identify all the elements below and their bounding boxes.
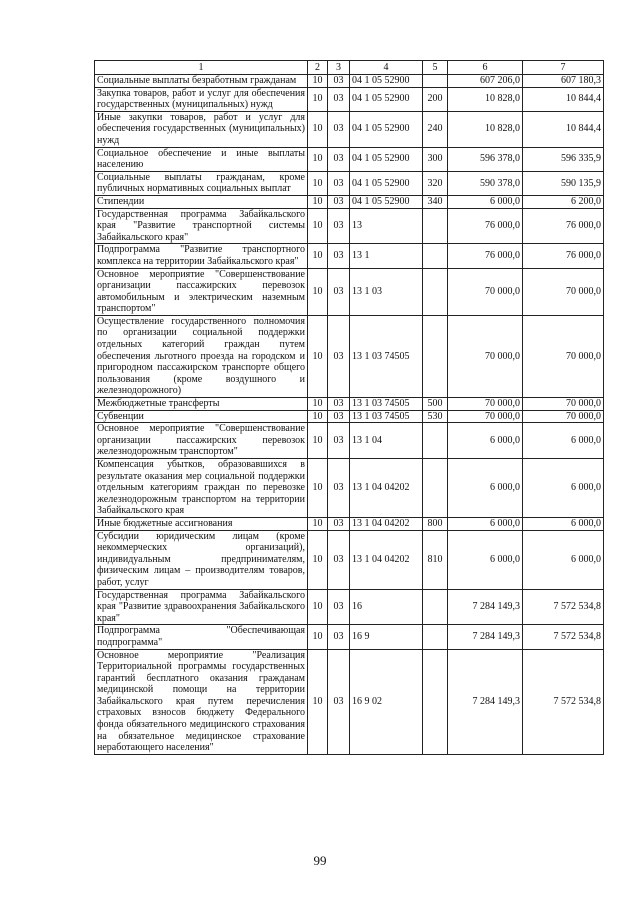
row-name-cell: Субвенции <box>95 410 308 423</box>
table-row <box>95 517 604 530</box>
table-row <box>95 649 604 754</box>
amount-year2-cell: 607 180,3 <box>523 75 604 88</box>
row-name-cell: Социальное обеспечение и иные выплаты населению <box>95 147 308 171</box>
amount-year2-cell: 6 000,0 <box>523 530 604 589</box>
amount-year2-cell: 7 572 534,8 <box>523 589 604 625</box>
table-row <box>95 268 604 315</box>
amount-year1-cell: 70 000,0 <box>448 410 523 423</box>
amount-year1-cell: 10 828,0 <box>448 87 523 111</box>
row-name-cell: Основное мероприятие "Совершенствование организации пассажирских перевозок железнодорожным транспортом" <box>95 423 308 459</box>
row-name-cell: Государственная программа Забайкальского края "Развитие транспортной системы Забайкальского края" <box>95 208 308 244</box>
subsection-code-cell: 03 <box>328 625 350 649</box>
target-article-cell: 04 1 05 52900 <box>350 147 423 171</box>
table-row <box>95 410 604 423</box>
table-row <box>95 398 604 411</box>
amount-year2-cell: 6 000,0 <box>523 459 604 518</box>
section-code-cell: 10 <box>308 517 328 530</box>
table-row <box>95 111 604 147</box>
target-article-cell: 16 9 02 <box>350 649 423 754</box>
expense-type-cell: 200 <box>423 87 448 111</box>
section-code-cell: 10 <box>308 268 328 315</box>
section-code-cell: 10 <box>308 589 328 625</box>
expense-type-cell: 800 <box>423 517 448 530</box>
expense-type-cell: 340 <box>423 195 448 208</box>
expense-type-cell: 500 <box>423 398 448 411</box>
row-name-cell: Иные закупки товаров, работ и услуг для обеспечения государственных (муниципальных) нужд <box>95 111 308 147</box>
amount-year2-cell: 6 200,0 <box>523 195 604 208</box>
table-row <box>95 423 604 459</box>
table-row <box>95 625 604 649</box>
target-article-cell: 13 1 03 74505 <box>350 398 423 411</box>
amount-year2-cell: 10 844,4 <box>523 111 604 147</box>
amount-year2-cell: 7 572 534,8 <box>523 649 604 754</box>
table-row <box>95 147 604 171</box>
target-article-cell: 13 1 04 04202 <box>350 530 423 589</box>
subsection-code-cell: 03 <box>328 423 350 459</box>
target-article-cell: 04 1 05 52900 <box>350 111 423 147</box>
section-code-cell: 10 <box>308 315 328 397</box>
amount-year1-cell: 70 000,0 <box>448 398 523 411</box>
target-article-cell: 13 1 03 74505 <box>350 410 423 423</box>
row-name-cell: Компенсация убытков, образовавшихся в результате оказания мер социальной поддержки отдельным категориям граждан по перевозке железнодорожным транспортом на территории Забайкальского края <box>95 459 308 518</box>
subsection-code-cell: 03 <box>328 195 350 208</box>
target-article-cell: 13 1 <box>350 244 423 268</box>
amount-year2-cell: 7 572 534,8 <box>523 625 604 649</box>
amount-year1-cell: 7 284 149,3 <box>448 625 523 649</box>
header-row <box>95 61 604 75</box>
target-article-cell: 16 9 <box>350 625 423 649</box>
target-article-cell: 04 1 05 52900 <box>350 87 423 111</box>
row-name-cell: Межбюджетные трансферты <box>95 398 308 411</box>
expense-type-cell: 240 <box>423 111 448 147</box>
table-body <box>95 75 604 755</box>
header-cell: 5 <box>423 61 448 75</box>
target-article-cell: 04 1 05 52900 <box>350 195 423 208</box>
table-row <box>95 75 604 88</box>
header-cell: 3 <box>328 61 350 75</box>
subsection-code-cell: 03 <box>328 589 350 625</box>
amount-year2-cell: 70 000,0 <box>523 315 604 397</box>
table-row <box>95 87 604 111</box>
target-article-cell: 13 1 03 <box>350 268 423 315</box>
expense-type-cell <box>423 268 448 315</box>
header-cell: 7 <box>523 61 604 75</box>
subsection-code-cell: 03 <box>328 649 350 754</box>
row-name-cell: Субсидии юридическим лицам (кроме некоммерческих организаций), индивидуальным предпринимателям, физическим лицам – производителям товаров, работ, услуг <box>95 530 308 589</box>
subsection-code-cell: 03 <box>328 530 350 589</box>
section-code-cell: 10 <box>308 649 328 754</box>
section-code-cell: 10 <box>308 530 328 589</box>
amount-year2-cell: 10 844,4 <box>523 87 604 111</box>
expense-type-cell <box>423 244 448 268</box>
amount-year1-cell: 607 206,0 <box>448 75 523 88</box>
target-article-cell: 13 <box>350 208 423 244</box>
subsection-code-cell: 03 <box>328 244 350 268</box>
target-article-cell: 13 1 04 04202 <box>350 459 423 518</box>
section-code-cell: 10 <box>308 625 328 649</box>
expense-type-cell: 320 <box>423 171 448 195</box>
target-article-cell: 04 1 05 52900 <box>350 75 423 88</box>
section-code-cell: 10 <box>308 410 328 423</box>
amount-year2-cell: 6 000,0 <box>523 517 604 530</box>
amount-year2-cell: 70 000,0 <box>523 398 604 411</box>
amount-year1-cell: 76 000,0 <box>448 208 523 244</box>
row-name-cell: Государственная программа Забайкальского края "Развитие здравоохранения Забайкальского края" <box>95 589 308 625</box>
row-name-cell: Основное мероприятие "Совершенствование организации пассажирских перевозок автомобильным и электрическим наземным транспортом" <box>95 268 308 315</box>
amount-year1-cell: 76 000,0 <box>448 244 523 268</box>
row-name-cell: Стипендии <box>95 195 308 208</box>
subsection-code-cell: 03 <box>328 87 350 111</box>
header-cell: 1 <box>95 61 308 75</box>
subsection-code-cell: 03 <box>328 75 350 88</box>
table-row <box>95 208 604 244</box>
section-code-cell: 10 <box>308 459 328 518</box>
subsection-code-cell: 03 <box>328 147 350 171</box>
amount-year1-cell: 6 000,0 <box>448 530 523 589</box>
expense-type-cell <box>423 315 448 397</box>
row-name-cell: Социальные выплаты безработным гражданам <box>95 75 308 88</box>
amount-year1-cell: 6 000,0 <box>448 195 523 208</box>
row-name-cell: Иные бюджетные ассигнования <box>95 517 308 530</box>
section-code-cell: 10 <box>308 87 328 111</box>
amount-year1-cell: 70 000,0 <box>448 268 523 315</box>
header-cell: 6 <box>448 61 523 75</box>
section-code-cell: 10 <box>308 244 328 268</box>
section-code-cell: 10 <box>308 171 328 195</box>
subsection-code-cell: 03 <box>328 268 350 315</box>
expense-type-cell <box>423 423 448 459</box>
expense-type-cell <box>423 625 448 649</box>
table-row <box>95 315 604 397</box>
header-cell: 4 <box>350 61 423 75</box>
amount-year2-cell: 590 135,9 <box>523 171 604 195</box>
section-code-cell: 10 <box>308 147 328 171</box>
row-name-cell: Закупка товаров, работ и услуг для обеспечения государственных (муниципальных) нужд <box>95 87 308 111</box>
table-row <box>95 589 604 625</box>
budget-table <box>94 60 604 755</box>
target-article-cell: 04 1 05 52900 <box>350 171 423 195</box>
target-article-cell: 13 1 03 74505 <box>350 315 423 397</box>
table-row <box>95 530 604 589</box>
target-article-cell: 13 1 04 <box>350 423 423 459</box>
expense-type-cell: 300 <box>423 147 448 171</box>
amount-year1-cell: 590 378,0 <box>448 171 523 195</box>
expense-type-cell <box>423 75 448 88</box>
subsection-code-cell: 03 <box>328 208 350 244</box>
amount-year1-cell: 6 000,0 <box>448 423 523 459</box>
subsection-code-cell: 03 <box>328 315 350 397</box>
row-name-cell: Подпрограмма "Обеспечивающая подпрограмма" <box>95 625 308 649</box>
section-code-cell: 10 <box>308 75 328 88</box>
amount-year1-cell: 6 000,0 <box>448 459 523 518</box>
table-row <box>95 244 604 268</box>
target-article-cell: 16 <box>350 589 423 625</box>
expense-type-cell <box>423 208 448 244</box>
amount-year1-cell: 7 284 149,3 <box>448 589 523 625</box>
expense-type-cell <box>423 589 448 625</box>
subsection-code-cell: 03 <box>328 171 350 195</box>
amount-year1-cell: 10 828,0 <box>448 111 523 147</box>
amount-year1-cell: 6 000,0 <box>448 517 523 530</box>
table-row <box>95 459 604 518</box>
section-code-cell: 10 <box>308 423 328 459</box>
table-row <box>95 195 604 208</box>
section-code-cell: 10 <box>308 195 328 208</box>
row-name-cell: Социальные выплаты гражданам, кроме публичных нормативных социальных выплат <box>95 171 308 195</box>
header-cell: 2 <box>308 61 328 75</box>
section-code-cell: 10 <box>308 111 328 147</box>
section-code-cell: 10 <box>308 208 328 244</box>
amount-year1-cell: 70 000,0 <box>448 315 523 397</box>
page-number: 99 <box>313 853 327 868</box>
amount-year2-cell: 70 000,0 <box>523 410 604 423</box>
amount-year1-cell: 7 284 149,3 <box>448 649 523 754</box>
expense-type-cell: 530 <box>423 410 448 423</box>
subsection-code-cell: 03 <box>328 111 350 147</box>
subsection-code-cell: 03 <box>328 398 350 411</box>
subsection-code-cell: 03 <box>328 410 350 423</box>
row-name-cell: Подпрограмма "Развитие транспортного комплекса на территории Забайкальского края" <box>95 244 308 268</box>
section-code-cell: 10 <box>308 398 328 411</box>
amount-year2-cell: 76 000,0 <box>523 208 604 244</box>
subsection-code-cell: 03 <box>328 517 350 530</box>
target-article-cell: 13 1 04 04202 <box>350 517 423 530</box>
expense-type-cell <box>423 649 448 754</box>
amount-year2-cell: 596 335,9 <box>523 147 604 171</box>
row-name-cell: Осуществление государственного полномочия по организации социальной поддержки отдельных категорий граждан путем обеспечения льготного проезда на городском и пригородном пассажирском транспорте общего пользования (кроме воздушного и железнодорожного) <box>95 315 308 397</box>
amount-year2-cell: 6 000,0 <box>523 423 604 459</box>
table-row <box>95 171 604 195</box>
amount-year2-cell: 70 000,0 <box>523 268 604 315</box>
row-name-cell: Основное мероприятие "Реализация Территориальной программы государственных гарантий бесплатного оказания гражданам медицинской помощи на территории Забайкальского края путем перечисления страховых взносов бюджету Федерального фонда обязательного медицинского страхования на обязательное медицинское страхование неработающего населения" <box>95 649 308 754</box>
expense-type-cell: 810 <box>423 530 448 589</box>
amount-year1-cell: 596 378,0 <box>448 147 523 171</box>
expense-type-cell <box>423 459 448 518</box>
amount-year2-cell: 76 000,0 <box>523 244 604 268</box>
subsection-code-cell: 03 <box>328 459 350 518</box>
